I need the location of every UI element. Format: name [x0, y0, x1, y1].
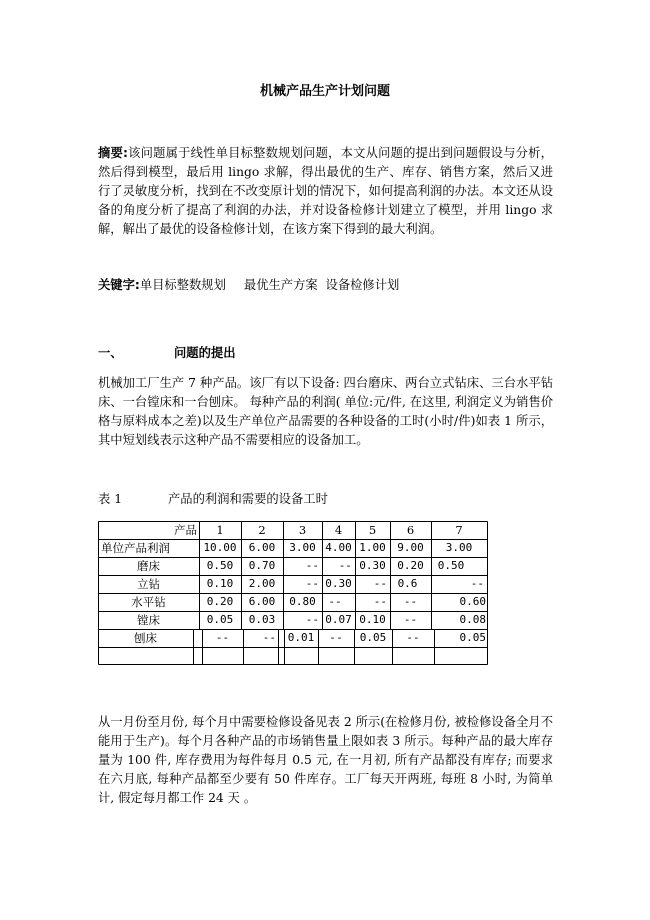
header-product-7: 7 — [455, 523, 463, 537]
abstract-label: 摘要: — [98, 146, 128, 160]
section-title: 问题的提出 — [174, 346, 236, 360]
table-cell: 0.80 — [289, 595, 316, 608]
table-cell: 10.00 — [203, 541, 237, 554]
row-label-planer: 刨床 — [134, 631, 157, 645]
table-cell: 3.00 — [445, 541, 473, 554]
table-cell: -- — [403, 613, 418, 626]
header-product-4: 4 — [334, 523, 343, 537]
table-cell: 0.01 — [287, 631, 315, 644]
table-cell: 2.00 — [248, 577, 276, 590]
header-product-3: 3 — [298, 523, 307, 537]
table-cell: -- — [470, 577, 484, 590]
table-caption-text: 产品的利润和需要的设备工时 — [168, 492, 328, 506]
keywords-label: 关键字: — [98, 278, 140, 292]
abstract-text: 该问题属于线性单目标整数规划问题，本文从问题的提出到问题假设与分析，然后得到模型，最后用 lingo 求解，得出最优的生产、库存、销售方案，然后又进行了灵敏度分析，找到在不改变原计划的情况下，如何提高利润的办法。本文还从设备的角度分析了提高了利润的办法，并对设备检修计划建立了模型，并用 lingo 求解，解出了最优的设备检修计划，在该方案下得到的最大利润。 — [98, 146, 553, 236]
table-cell: 0.50 — [437, 559, 465, 572]
table-cell: 0.60 — [459, 595, 486, 608]
table-cell: 0.05 — [206, 613, 234, 626]
table-cell: -- — [373, 577, 387, 590]
header-product-2: 2 — [258, 523, 266, 537]
section-heading — [98, 343, 236, 361]
table-cell: 0.10 — [359, 613, 386, 626]
table-cell: 0.05 — [459, 631, 486, 644]
table-cell: -- — [328, 595, 342, 608]
second-paragraph: 从一月份至月份, 每个月中需要检修设备见表 2 所示(在检修月份, 被检修设备全月不能用于生产)。每个月各种产品的市场销售量上限如表 3 所示。每种产品的最大库存量为 100 件, 库存费用为每件每月 0.5 元, 在一月初, 所有产品都没有库存; 而要求在六月底, 每种产品都至少要有 50 件库存。工厂每天开两班, 每班 8 小时, 为简单计, 假定每月都工作 24 天 。 — [98, 715, 553, 805]
table-cell: -- — [305, 559, 319, 572]
section-number: 一、 — [98, 346, 123, 360]
table-cell: -- — [403, 595, 418, 608]
table-cell: 4.00 — [325, 541, 352, 554]
keyword-1: 单目标整数规划 — [139, 278, 226, 292]
row-label-profit: 单位产品利润 — [101, 541, 170, 555]
keyword-2: 最优生产方案 — [243, 278, 318, 292]
row-label-grinder: 磨床 — [137, 559, 160, 573]
header-product-5: 5 — [368, 523, 377, 537]
table-cell: 0.20 — [206, 595, 234, 608]
row-label-horizontal-drill: 水平钻 — [131, 595, 166, 609]
table-cell: 0.20 — [397, 559, 424, 572]
table-cell: 0.30 — [359, 559, 386, 572]
table-cell: 0.08 — [459, 613, 486, 626]
table-cell: -- — [215, 631, 230, 644]
table-cell: 0.07 — [325, 613, 352, 626]
table-caption — [98, 489, 328, 507]
table-cell: -- — [305, 613, 319, 626]
keyword-3: 设备检修计划 — [325, 278, 400, 292]
table-cell: 0.50 — [206, 559, 234, 572]
table-cell: -- — [329, 631, 343, 644]
table-cell: 0.03 — [248, 613, 276, 626]
table-cell: 0.05 — [359, 631, 387, 644]
table-cell: -- — [406, 631, 420, 644]
row-label-boring-machine: 镗床 — [137, 613, 160, 627]
table-cell: 6.00 — [248, 595, 276, 608]
table-cell: -- — [373, 595, 387, 608]
table-cell: 0.70 — [248, 559, 276, 572]
header-product-6: 6 — [406, 523, 415, 537]
abstract — [98, 144, 553, 239]
keywords — [98, 276, 553, 295]
table-cell: 1.00 — [359, 541, 386, 554]
table-cell: 9.00 — [397, 541, 424, 554]
table-cell: 0.30 — [325, 577, 352, 590]
table-cell: -- — [262, 631, 276, 644]
table-cell: 3.00 — [289, 541, 316, 554]
page-title: 机械产品生产计划问题 — [259, 84, 390, 99]
table-caption-number: 表 1 — [98, 492, 123, 506]
intro-paragraph: 机械加工厂生产 7 种产品。该厂有以下设备: 四台磨床、两台立式钻床、三台水平钻床、一台镗床和一台刨床。 每种产品的利润( 单位:元/件, 在这里, 利润定义为销售价格与原料成本之差)以及生产单位产品需要的各种设备的工时(小时/件)如表 1 所示，其中短划线表示这种产品不需要相应的设备加工。 — [98, 376, 553, 447]
table-cell: 0.10 — [206, 577, 234, 590]
table-cell: 6.00 — [248, 541, 276, 554]
table-cell: 0.6 — [397, 577, 418, 590]
row-label-vertical-drill: 立钻 — [137, 577, 160, 591]
header-product-label: 产品 — [174, 523, 197, 537]
header-product-1: 1 — [216, 523, 224, 537]
table-cell: -- — [305, 577, 319, 590]
data-table — [98, 521, 488, 665]
table-cell: -- — [338, 559, 352, 572]
